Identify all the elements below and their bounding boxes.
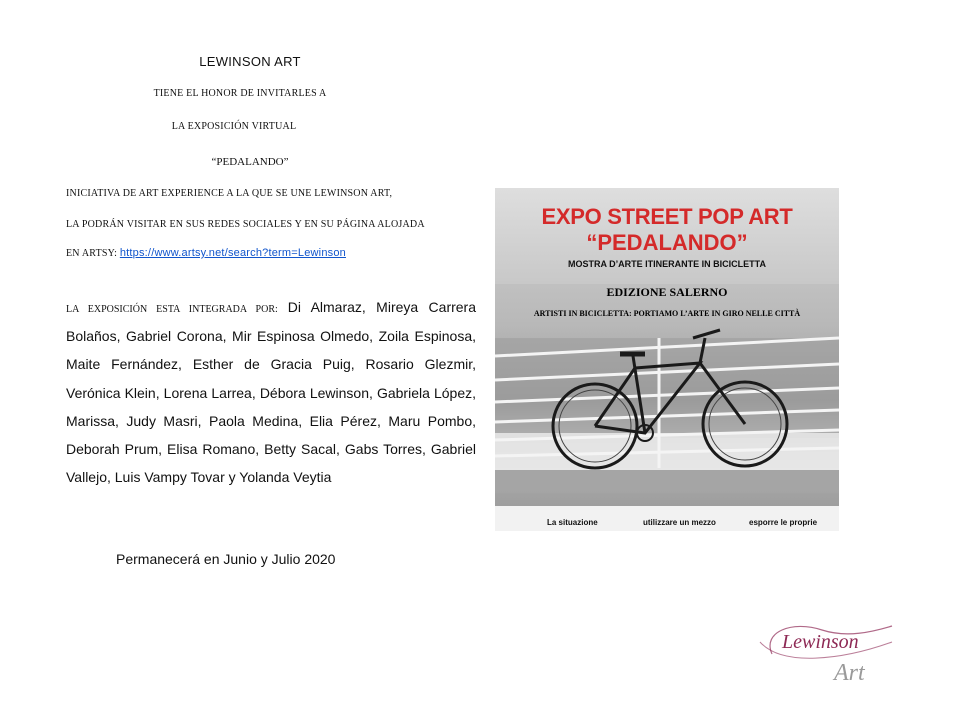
poster-edizione: EDIZIONE SALERNO <box>606 285 728 299</box>
initiative-text: INICIATIVA DE ART EXPERIENCE A LA QUE SE UNE LEWINSON ART, <box>66 188 393 199</box>
artsy-label: EN ARTSY: <box>66 248 118 259</box>
poster-mostra: MOSTRA D’ARTE ITINERANTE IN BICICLETTA <box>568 259 766 269</box>
artists-list: Di Almaraz, Mireya Carrera Bolaños, Gabriel Corona, Mir Espinosa Olmedo, Zoila Espinosa, Maite Fernández, Esther de Gracia Puig, Rosario Glezmir, Verónica Klein, Lorena Larrea, Débora Lewinson, Gabriela López, Marissa, Judy Masri, Paola Medina, Elia Pérez, Maru Pombo, Deborah Prum, Elisa Romano, Betty Sacal, Gabs Torres, Gabriel Vallejo, Luis Vampy Tovar y Yolanda Veytia <box>66 299 476 486</box>
poster-subtitle: “PEDALANDO” <box>586 230 748 255</box>
poster-foot-1: La situazione <box>547 518 598 527</box>
expo-line: LA EXPOSICIÓN VIRTUAL <box>171 121 297 132</box>
artists-paragraph <box>66 294 476 492</box>
poster-artisti: ARTISTI IN BICICLETTA: PORTIAMO L’ARTE IN GIRO NELLE CITTÀ <box>533 309 801 318</box>
artists-label: LA EXPOSICIÓN ESTA INTEGRADA POR: <box>66 304 278 315</box>
page-title: LEWINSON ART <box>199 54 301 69</box>
poster-foot-3: esporre le proprie <box>749 518 818 527</box>
logo-text: Lewinson <box>782 631 859 653</box>
artsy-line <box>66 247 346 259</box>
lewinson-art-logo <box>752 612 902 692</box>
dates-text: Permanecerá en Junio y Julio 2020 <box>116 551 336 567</box>
visit-text: LA PODRÁN VISITAR EN SUS REDES SOCIALES Y EN SU PÁGINA ALOJADA <box>66 219 425 230</box>
artsy-link[interactable]: https://www.artsy.net/search?term=Lewinson <box>119 247 346 259</box>
bicycle-photo <box>495 188 839 531</box>
poster-title: EXPO STREET POP ART <box>541 204 793 229</box>
invite-line: TIENE EL HONOR DE INVITARLES A <box>153 88 327 99</box>
logo-letter: Art <box>834 660 865 686</box>
expo-name: “PEDALANDO” <box>211 156 289 168</box>
event-poster <box>495 188 839 531</box>
poster-foot-2: utilizzare un mezzo <box>643 518 716 527</box>
